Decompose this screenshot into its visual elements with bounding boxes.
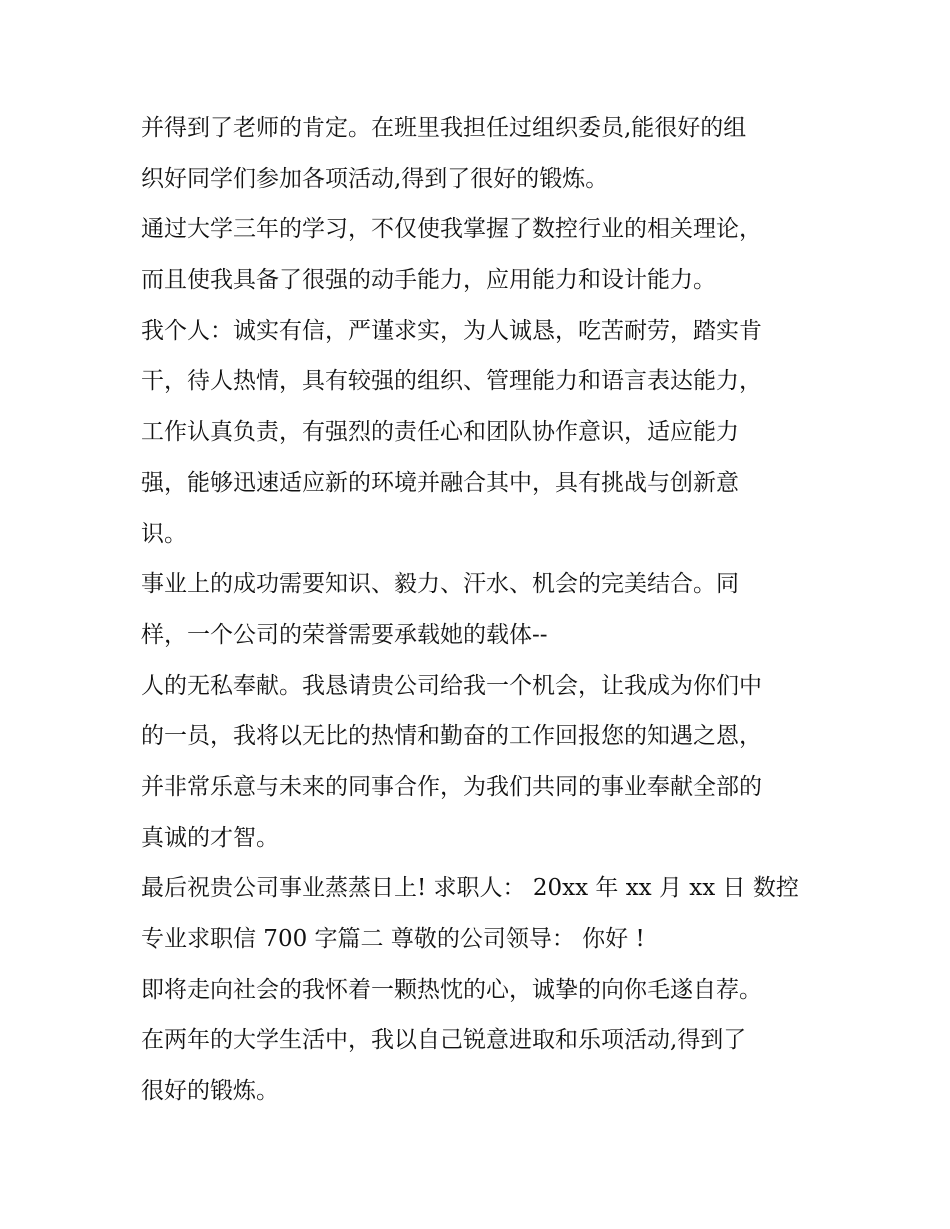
text-line: 我个人：诚实有信，严谨求实，为人诚恳，吃苦耐劳，踏实肯	[141, 317, 762, 344]
text-line: 最后祝贵公司事业蒸蒸日上! 求职人： 20xx 年 xx 月 xx 日 数控	[141, 875, 799, 902]
text-line: 很好的锻炼。	[141, 1078, 279, 1105]
text-line: 人的无私奉献。我恳请贵公司给我一个机会，让我成为你们中	[141, 672, 762, 699]
text-line: 即将走向社会的我怀着一颗热忱的心，诚挚的向你毛遂自荐。	[141, 976, 762, 1003]
text-line: 织好同学们参加各项活动,得到了很好的锻炼。	[141, 165, 609, 192]
text-line: 事业上的成功需要知识、毅力、汗水、机会的完美结合。同	[141, 571, 739, 598]
text-line: 强，能够迅速适应新的环境并融合其中，具有挑战与创新意	[141, 469, 739, 496]
text-line: 而且使我具备了很强的动手能力，应用能力和设计能力。	[141, 267, 716, 294]
text-line: 工作认真负责，有强烈的责任心和团队协作意识，适应能力	[141, 419, 739, 446]
text-line: 识。	[141, 520, 187, 547]
text-line: 通过大学三年的学习，不仅使我掌握了数控行业的相关理论，	[141, 216, 762, 243]
text-line: 干，待人热情，具有较强的组织、管理能力和语言表达能力，	[141, 368, 762, 395]
text-line: 在两年的大学生活中，我以自己锐意进取和乐项活动,得到了	[141, 1027, 747, 1054]
document-body	[141, 103, 821, 1117]
text-line: 专业求职信 700 字篇二 尊敬的公司领导： 你好 !	[141, 926, 645, 952]
text-line: 并得到了老师的肯定。在班里我担任过组织委员,能很好的组	[141, 115, 747, 141]
text-line: 样，一个公司的荣誉需要承载她的载体--	[141, 621, 548, 648]
text-line: 的一员，我将以无比的热情和勤奋的工作回报您的知遇之恩，	[141, 723, 762, 750]
text-line: 并非常乐意与未来的同事合作，为我们共同的事业奉献全部的	[141, 773, 762, 800]
text-line: 真诚的才智。	[141, 824, 279, 851]
